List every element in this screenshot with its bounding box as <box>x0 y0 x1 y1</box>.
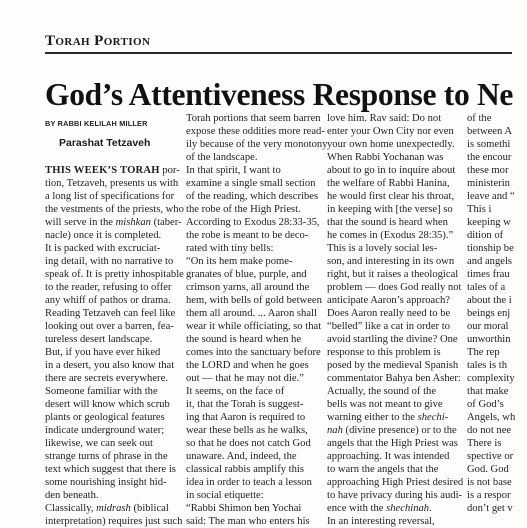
text-line: In that spirit, I want to <box>186 165 281 176</box>
text-line: is a respor <box>467 490 511 501</box>
text-line: text which suggest that there is <box>45 464 176 475</box>
text-line: them all around. ... Aaron shall <box>186 308 317 319</box>
text-line: times frau <box>467 269 510 280</box>
text-line: This is a lovely social les- <box>327 243 438 254</box>
text-line: speak of. It is pretty inhospitable <box>45 269 184 280</box>
text-line: desert will know which scrub <box>45 399 170 410</box>
text-line: interpretation) requires just such <box>45 516 183 527</box>
text-line: response to this problem is <box>327 347 441 358</box>
text-line: in a desert, you also know that <box>45 360 175 371</box>
text-line: examine a single small section <box>186 178 316 189</box>
section-label: Torah Portion <box>45 33 151 49</box>
text-line: keeping w <box>467 217 511 228</box>
text-line: rated with tiny bells: <box>186 243 274 254</box>
text-line: ing detail, with no narrative to <box>45 256 174 267</box>
text-line: of the reading, which describes <box>186 191 319 202</box>
text-line: indicate underground water; <box>45 425 165 436</box>
text-line: so that he does not catch God <box>186 438 311 449</box>
text-line: anticipate Aaron’s approach? <box>327 295 450 306</box>
text-line: Torah portions that seem barren <box>186 113 321 124</box>
text-line: It is packed with excruciat- <box>45 243 161 254</box>
text-line: the robe of the High Priest. <box>186 204 301 215</box>
text-line: to warn the angels that the <box>327 464 439 475</box>
text-line: ministerin <box>467 178 510 189</box>
text-line: expose these oddities more read- <box>186 126 325 137</box>
text-line: your own home unexpectedly. <box>327 139 455 150</box>
text-line: plants or geological features <box>45 412 165 423</box>
article-column-3 <box>327 112 464 528</box>
text-line: “belled” like a cat in order to <box>327 321 450 332</box>
text-line: love him. Rav said: Do not <box>327 113 442 124</box>
text-line: of God’s <box>467 399 504 410</box>
text-line: nah (divine presence) or to the <box>327 425 457 436</box>
text-line: Reading Tetzaveh can feel like <box>45 308 176 319</box>
parasha-subhead: Parashat Tetzaveh <box>59 137 151 149</box>
text-line: den beneath. <box>45 490 99 501</box>
text-line: ing that Aaron is required to <box>186 412 306 423</box>
text-line: the welfare of Rabbi Hanina, <box>327 178 450 189</box>
text-line: it, that the Torah is suggest- <box>186 399 304 410</box>
text-line: angels that the High Priest was <box>327 438 458 449</box>
text-line: enter your Own City nor even <box>327 126 454 137</box>
text-line: and angels <box>467 256 513 267</box>
text-line: of the <box>467 113 492 124</box>
text-line: Classically, midrash (biblical <box>45 503 169 514</box>
lead-in: THIS WEEK’S TORAH <box>45 165 160 176</box>
text-line: Someone familiar with the <box>45 386 158 397</box>
text-line: he would first clear his throat, <box>327 191 455 202</box>
text-line: There is <box>467 438 502 449</box>
article-column-4 <box>467 112 527 515</box>
text-line: It seems, on the face of <box>186 386 285 397</box>
text-line: wear it while officiating, so that <box>186 321 322 332</box>
text-line: “On its hem make pome- <box>186 256 293 267</box>
text-line: This i <box>467 204 492 215</box>
text-line: approaching High Priest desired <box>327 477 464 488</box>
text-line: there are secrets everywhere. <box>45 373 168 384</box>
article-headline: God’s Attentiveness Response to Ne <box>45 77 514 112</box>
text-line: tionship be <box>467 243 514 254</box>
text-line: out — that he may not die.” <box>186 373 304 384</box>
text-line: that make <box>467 386 509 397</box>
text-line: about the i <box>467 295 512 306</box>
text-line: ily because of the very monotony <box>186 139 328 150</box>
text-line: beings enj <box>467 308 511 319</box>
text-line: In an interesting reversal, <box>327 516 435 527</box>
text-line: any whiff of pathos or drama. <box>45 295 171 306</box>
text-line: the encour <box>467 152 512 163</box>
text-line: When Rabbi Yochanan was <box>327 152 444 163</box>
text-line: don’t get v <box>467 503 513 514</box>
text-line: in social etiquette: <box>186 490 264 501</box>
article-byline: BY RABBI KELILAH MILLER <box>45 119 148 128</box>
text-line: tales is th <box>467 360 508 371</box>
text-line: to have privacy during his audi- <box>327 490 463 501</box>
section-divider <box>45 52 512 54</box>
text-line: commentator Bahya ben Asher: <box>327 373 461 384</box>
text-line: wear these bells as he walks, <box>186 425 308 436</box>
text-line: crimson yarns, all around the <box>186 282 310 293</box>
text-line: hem, with bells of gold between <box>186 295 322 306</box>
text-line: approaching. It was intended <box>327 451 450 462</box>
text-line: said: The man who enters his <box>186 516 310 527</box>
text-line: posed by the medieval Spanish <box>327 360 459 371</box>
text-line: likewise, we can seek out <box>45 438 153 449</box>
text-line: tales of a <box>467 282 506 293</box>
text-line: complexity <box>467 373 515 384</box>
text-line: tion, Tetzaveh, presents us with <box>45 178 179 189</box>
text-line: Angels, wh <box>467 412 516 423</box>
text-line: son, and interesting in its own <box>327 256 455 267</box>
text-line: comes into the sanctuary before <box>186 347 321 358</box>
text-line: the robe is meant to be deco- <box>186 230 309 241</box>
text-line: strange turns of phrase in the <box>45 451 168 462</box>
text-line: in keeping with [the verse] so <box>327 204 453 215</box>
text-line: classical rabbis amplify this <box>186 464 304 475</box>
text-line: Actually, the sound of the <box>327 386 437 397</box>
text-line: to the reader, refusing to offer <box>45 282 172 293</box>
text-line: avoid startling the divine? One <box>327 334 458 345</box>
text-line: According to Exodus 28:33-35, <box>186 217 320 228</box>
text-line: the vestments of the priests, who <box>45 204 184 215</box>
text-line: But, if you have ever hiked <box>45 347 161 358</box>
text-line: “Rabbi Shimon ben Yochai <box>186 503 302 514</box>
text-line: spective or <box>467 451 514 462</box>
text-line: granates of blue, purple, and <box>186 269 307 280</box>
text-line: warning either to the shechi- <box>327 412 449 423</box>
text-line: he comes in (Exodus 28:35).” <box>327 230 454 241</box>
article-column-1 <box>45 164 184 528</box>
article-column-2 <box>186 112 328 528</box>
text-line: a long list of specifications for <box>45 191 175 202</box>
text-line: Does Aaron really need to be <box>327 308 451 319</box>
text-line: between A <box>467 126 513 137</box>
text-line: do not nee <box>467 425 512 436</box>
text-line: about to go in to inquire about <box>327 165 456 176</box>
text-line: these mor <box>467 165 509 176</box>
text-line: is somethi <box>467 139 511 150</box>
text-line: idea in order to teach a lesson <box>186 477 312 488</box>
text-line: leave and “ <box>467 191 515 202</box>
text-line: is not base <box>467 477 512 488</box>
text-line: the LORD and when he goes <box>186 360 309 371</box>
text-line: ence with the shechinah. <box>327 503 432 514</box>
text-line: of the landscape. <box>186 152 258 163</box>
text-line: THIS WEEK’S TORAH por- <box>45 165 180 176</box>
text-line: looking out over a barren, fea- <box>45 321 174 332</box>
text-line: some nourishing insight hid- <box>45 477 167 488</box>
text-line: right, but it raises a theological <box>327 269 459 280</box>
text-line: dition of <box>467 230 504 241</box>
text-line: will serve in the mishkan (taber- <box>45 217 182 228</box>
text-line: unaware. And, indeed, the <box>186 451 297 462</box>
text-line: that the sound is heard when <box>327 217 448 228</box>
text-line: The rep <box>467 347 500 358</box>
text-line: our moral <box>467 321 509 332</box>
text-line: God. God <box>467 464 509 475</box>
text-line: tureless desert landscape. <box>45 334 153 345</box>
text-line: the sound is heard when he <box>186 334 302 345</box>
text-line: bells was not meant to give <box>327 399 443 410</box>
text-line: unworthin <box>467 334 511 345</box>
text-line: nacle) once it is completed. <box>45 230 162 241</box>
text-line: problem — does God really not <box>327 282 462 293</box>
